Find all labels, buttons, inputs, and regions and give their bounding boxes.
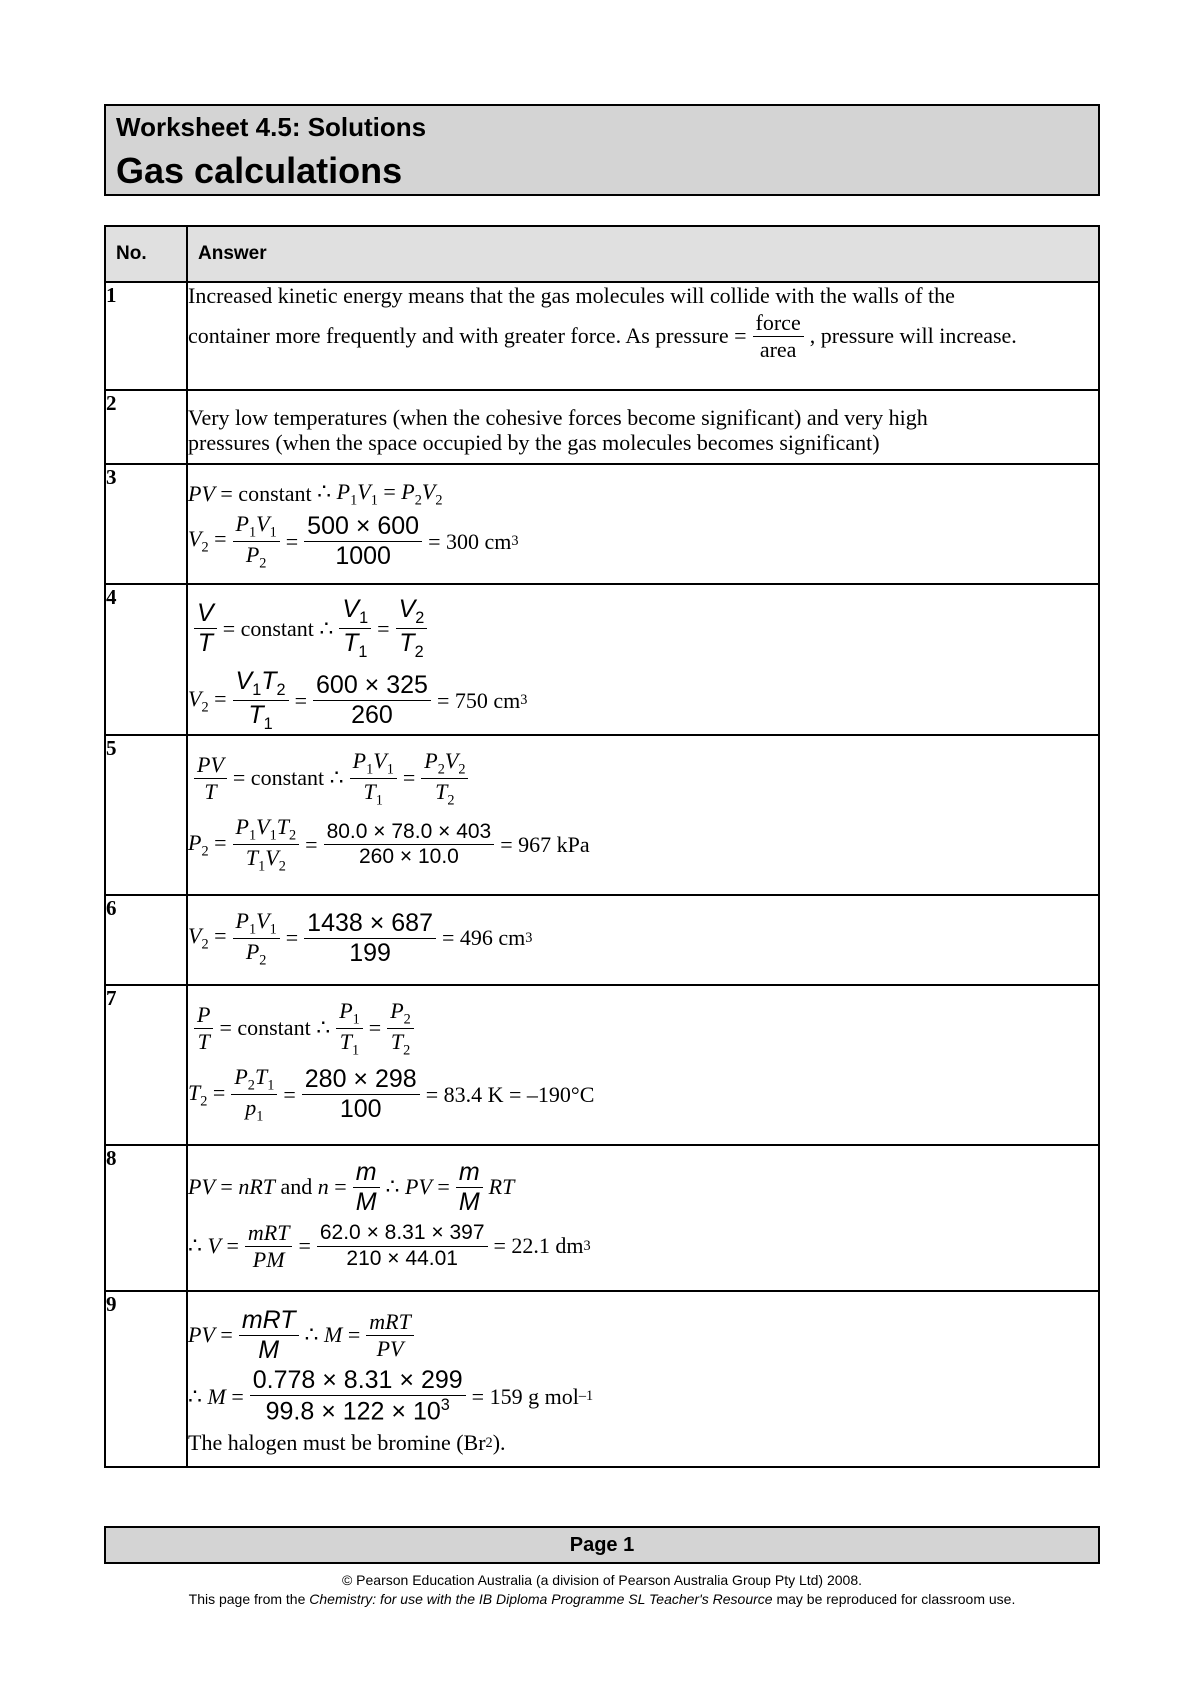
equation-line: PV = constant ∴ $P_1V_1 = P_2V_2$ — [188, 479, 443, 509]
notice-text: may be reproduced for classroom use. — [772, 1591, 1016, 1607]
equation-line: ∴ M = $\frac{0.778 \times 8.31 \times 299}{99.8 \times 122 \times 10^3}$ = 159 g mol –1 — [188, 1366, 594, 1426]
table-row — [105, 464, 1099, 584]
column-header-no: No. — [105, 226, 187, 282]
answer-cell — [187, 464, 1099, 584]
equation-line: $\frac{P}{T}$ = constant ∴ $\frac{P_1}{T_1}$ = $\frac{P_2}{T_2}$ — [188, 998, 1098, 1059]
fraction — [753, 310, 804, 362]
equation-line: $V_2$ = $\frac{P_1V_1}{P_2}$ = $\frac{1438 \times 687}{199}$ = 496 cm 3 — [188, 907, 533, 968]
row-number: 6 — [105, 895, 187, 985]
fraction-denominator: 99.8 × 122 × 10 — [265, 1397, 441, 1426]
solutions-table — [104, 225, 1100, 1468]
row-number: 8 — [105, 1145, 187, 1291]
answer-text: , pressure will increase. — [809, 323, 1017, 349]
row-number: 4 — [105, 584, 187, 735]
fraction-numerator: 280 × 298 — [302, 1065, 420, 1095]
and-text: and — [280, 1174, 313, 1200]
row-number: 5 — [105, 735, 187, 895]
fraction-denominator: 100 — [339, 1095, 382, 1124]
reproduction-notice — [104, 1591, 1100, 1607]
equation-line: $P_2$ = $\frac{P_1V_1T_2}{T_1V_2}$ = $\frac{80.0 \times 78.0 \times 403}{260 \times 10.0}$ = 967 kPa — [188, 814, 590, 875]
result-text: = 967 kPa — [500, 832, 590, 858]
fraction-denominator: 199 — [349, 938, 391, 967]
result-text: = 22.1 dm — [493, 1233, 584, 1259]
answer-cell — [187, 390, 1099, 464]
table-row — [105, 895, 1099, 985]
worksheet-header — [104, 104, 1100, 196]
answer-line: Increased kinetic energy means that the gas molecules will collide with the walls of the — [188, 283, 955, 308]
copyright-line: © Pearson Education Australia (a division of Pearson Australia Group Pty Ltd) 2008. — [341, 1572, 863, 1588]
equation-line: ∴ V = mRT PM = $\frac{62.0 \times 8.31 \times 397}{210 \times 44.01}$ = 22.1 dm 3 — [188, 1220, 591, 1272]
result-text: = 496 cm — [442, 925, 526, 951]
worksheet-title: Gas calculations — [116, 150, 403, 191]
fraction — [317, 1221, 488, 1270]
result-text: = 300 cm — [428, 528, 512, 554]
result-text: = 750 cm — [436, 687, 521, 713]
fraction — [304, 512, 422, 571]
constant-text: = constant — [232, 765, 325, 791]
result-text: = 159 g mol — [471, 1383, 579, 1409]
fraction-denominator: 260 — [351, 701, 393, 730]
equation-line: $T_2$ = $\frac{P_2T_1}{p_1}$ = $\frac{280 \times 298}{100}$ = 83.4 K = –190°C — [188, 1064, 595, 1125]
fraction — [304, 909, 436, 968]
fraction-numerator: 500 × 600 — [304, 512, 422, 542]
fraction-numerator: 62.0 × 8.31 × 397 — [317, 1221, 488, 1246]
fraction-denominator: area — [759, 336, 797, 362]
fraction-denominator: 260 × 10.0 — [358, 845, 459, 869]
fraction: $\frac{0.778 \times 8.31 \times 299}{99.8 \times 122 \times 10^3}$ — [250, 1366, 466, 1426]
equation-line: $V_2$ = $\frac{P_1V_1}{P_2}$ = $\frac{500 \times 600}{1000}$ = 300 cm 3 — [188, 510, 519, 572]
fraction-numerator: 1438 × 687 — [304, 909, 436, 939]
fraction — [324, 820, 495, 869]
constant-text: = constant — [220, 481, 312, 507]
equation-line: PV = nRT and n = $\frac{m}{M}$ ∴ PV = $\frac{m}{M}$ RT — [188, 1157, 515, 1216]
fraction-denominator: 210 × 44.01 — [346, 1246, 458, 1270]
answer-line — [188, 310, 1098, 362]
row-number: 1 — [105, 282, 187, 390]
table-row — [105, 390, 1099, 464]
table-row — [105, 1291, 1099, 1467]
page-footer-bar: Page 1 — [104, 1526, 1100, 1564]
equation-line: $\frac{PV}{T}$ = constant ∴ $\frac{P_1V_1}{T_1}$ = $\frac{P_2V_2}{T_2}$ — [188, 748, 1098, 809]
answer-cell — [187, 985, 1099, 1145]
conclusion-text: The halogen must be bromine (Br — [188, 1430, 486, 1456]
result-text: = 83.4 K = –190°C — [425, 1082, 595, 1108]
answer-line: Very low temperatures (when the cohesive forces become significant) and very high — [188, 405, 928, 430]
fraction-numerator: 0.778 × 8.31 × 299 — [250, 1366, 466, 1396]
table-row — [105, 282, 1099, 390]
row-number: 2 — [105, 390, 187, 464]
fraction-numerator: 600 × 325 — [313, 671, 431, 701]
fraction-denominator: 1000 — [335, 541, 391, 570]
fraction — [302, 1065, 420, 1124]
answer-cell — [187, 735, 1099, 895]
row-number: 3 — [105, 464, 187, 584]
answer-cell — [187, 1291, 1099, 1467]
answer-line: pressures (when the space occupied by the gas molecules becomes significant) — [188, 430, 880, 456]
table-row — [105, 735, 1099, 895]
fraction — [313, 671, 431, 730]
row-number: 7 — [105, 985, 187, 1145]
fraction-numerator: force — [753, 310, 804, 336]
answer-cell — [187, 895, 1099, 985]
worksheet-subtitle: Worksheet 4.5: Solutions — [116, 112, 427, 142]
equation-line: PV = mRT M ∴ M = mRT PV — [188, 1306, 1098, 1365]
notice-text: This page from the — [188, 1591, 310, 1607]
constant-text: = constant — [219, 1015, 311, 1041]
constant-text: = constant — [222, 615, 314, 641]
table-header-row — [105, 226, 1099, 282]
answer-cell — [187, 1145, 1099, 1291]
equation-line: $\frac{V}{T}$ = constant ∴ $\frac{V_1}{T_1}$ = $\frac{V_2}{T_2}$ — [188, 595, 1098, 661]
book-title: Chemistry: for use with the IB Diploma Programme SL Teacher's Resource — [309, 1591, 773, 1607]
fraction-numerator: 80.0 × 78.0 × 403 — [324, 820, 495, 845]
answer-text: container more frequently and with greater force. As pressure = — [188, 323, 747, 349]
table-row — [105, 1145, 1099, 1291]
table-row — [105, 584, 1099, 735]
equation-line: $V_2$ = $\frac{V_1T_2}{T_1}$ = $\frac{600 \times 325}{260}$ = 750 cm 3 — [188, 667, 528, 734]
table-row — [105, 985, 1099, 1145]
row-number: 9 — [105, 1291, 187, 1467]
column-header-answer: Answer — [187, 226, 1099, 282]
answer-line: The halogen must be bromine (Br 2 ). — [188, 1430, 506, 1456]
answer-cell — [187, 282, 1099, 390]
answer-cell — [187, 584, 1099, 735]
